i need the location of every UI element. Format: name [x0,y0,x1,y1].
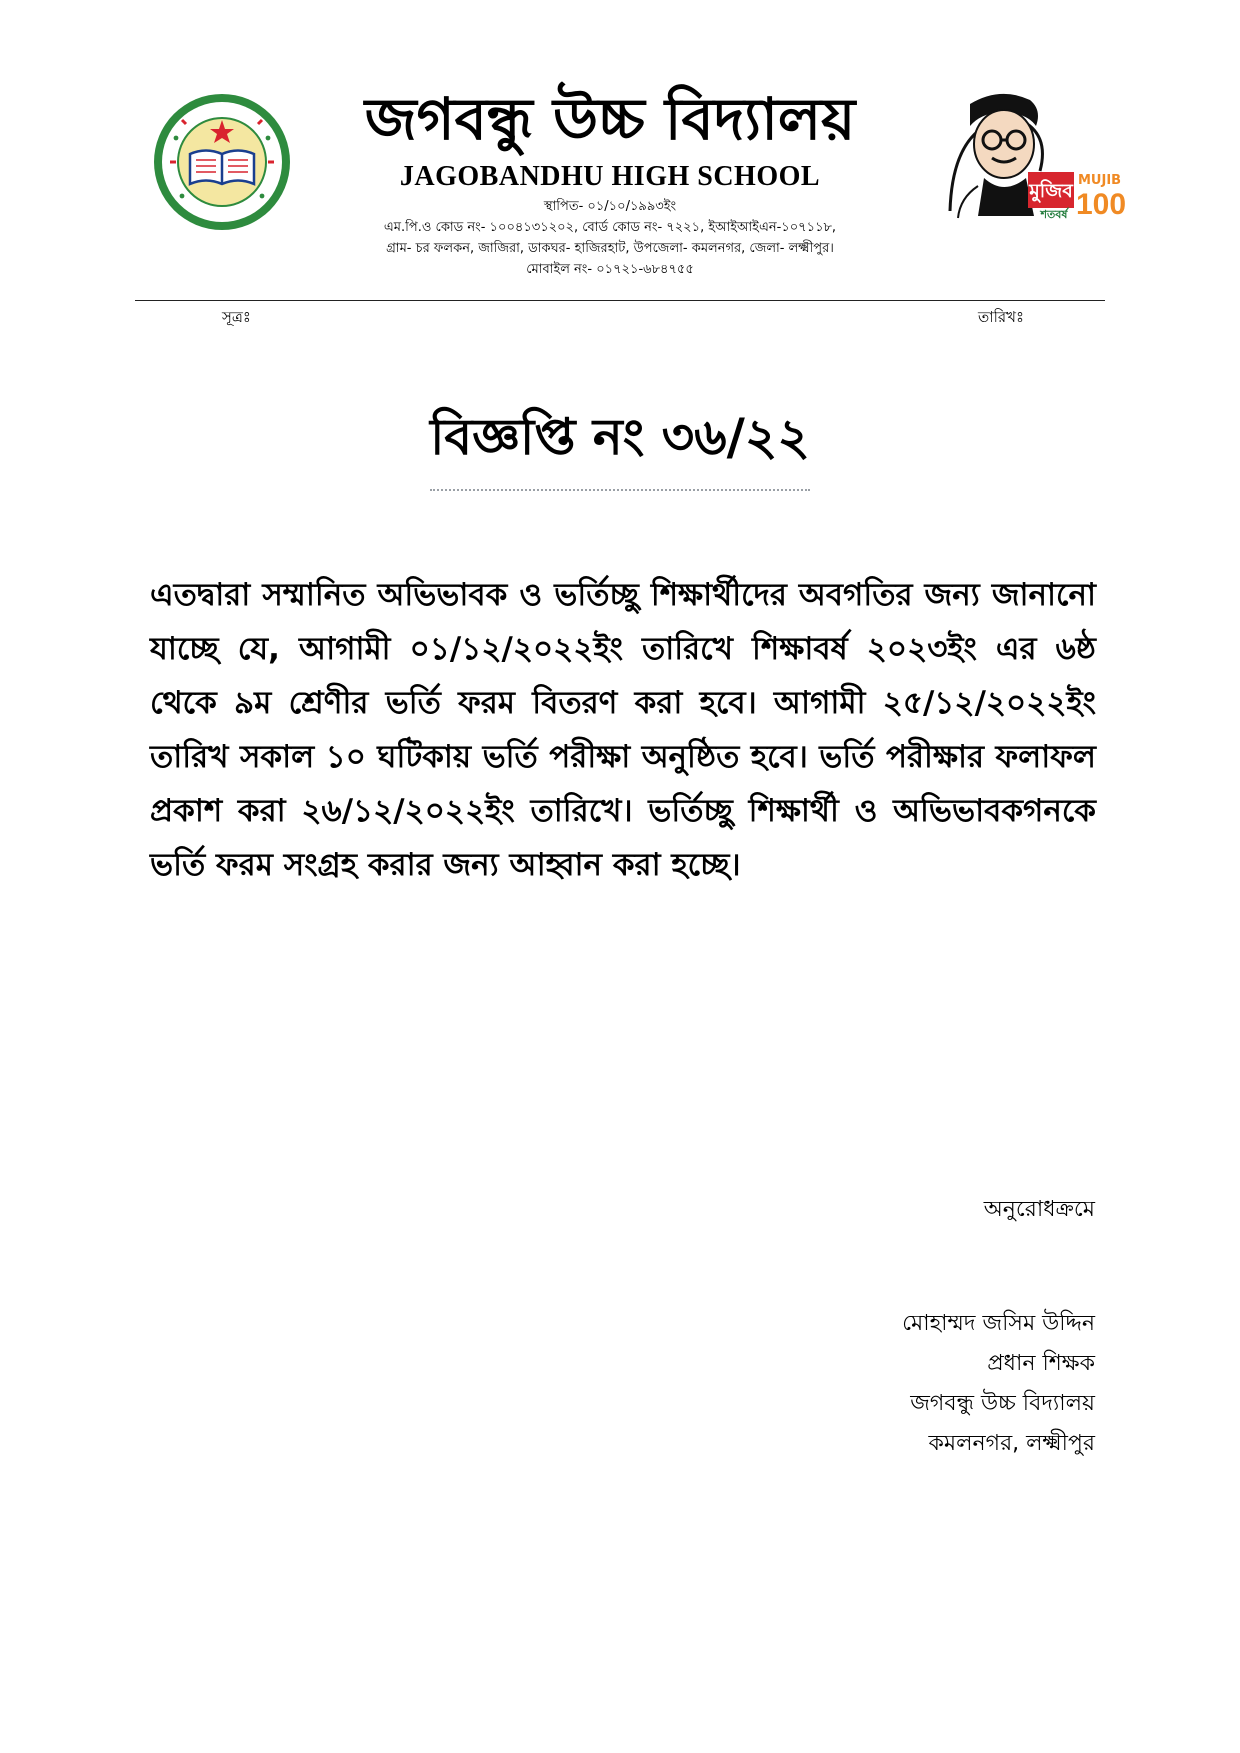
letterhead-text [340,80,880,280]
signatory-name: মোহাম্মদ জসিম উদ্দিন [902,1311,1095,1336]
notice-title [0,400,1240,491]
mujib-badge-bn: মুজিব [1029,180,1073,202]
school-seal-book-icon [152,92,292,232]
address-line: গ্রাম- চর ফলকন, জাজিরা, ডাকঘর- হাজিরহাট, উপজেলা- কমলনগর, জেলা- লক্ষ্মীপুর। [386,241,834,256]
mujib-badge-en: MUJIB [1078,173,1122,188]
date-label: তারিখঃ [978,308,1024,326]
codes-line: এম.পি.ও কোড নং- ১০০৪১৩১২০২, বোর্ড কোড নং- ৭২২১, ইআইআইএন-১০৭১১৮, [383,220,837,235]
mujib-100-portrait-icon [930,86,1140,226]
notice-title-text: বিজ্ঞপ্তি নং ৩৬/২২ [430,400,810,491]
mujib-badge-sub: শতবর্ষ [1040,208,1068,221]
notice-body: এতদ্বারা সম্মানিত অভিভাবক ও ভর্তিচ্ছু শিক্ষার্থীদের অবগতির জন্য জানানো যাচ্ছে যে, আগামী ০১/১২/২০২২ইং তারিখে শিক্ষাবর্ষ ২০২৩ইং এর ৬ষ্ঠ থেকে ৯ম শ্রেণীর ভর্তি ফরম বিতরণ করা হবে। আগামী ২৫/১২/২০২২ইং তারিখ সকাল ১০ ঘটিকায় ভর্তি পরীক্ষা অনুষ্ঠিত হবে। ভর্তি পরীক্ষার ফলাফল প্রকাশ করা ২৬/১২/২০২২ইং তারিখে। ভর্তিচ্ছু শিক্ষার্থী ও অভিভাবকগনকে ভর্তি ফরম সংগ্রহ করার জন্য আহ্বান করা হচ্ছে। [150,577,1096,883]
established-line: স্থাপিত- ০১/১০/১৯৯৩ইং [543,199,677,214]
signatory-institution: জগবন্ধু উচ্চ বিদ্যালয় [910,1391,1095,1416]
school-name-bn: জগবন্ধু উচ্চ বিদ্যালয় [364,85,856,153]
letterhead [0,0,1240,300]
mujib-badge-num: 100 [1076,188,1127,221]
signatory-location: কমলনগর, লক্ষ্মীপুর [928,1431,1095,1456]
mobile-line: মোবাইল নং- ০১৭২১-৬৮৪৭৫৫ [526,262,694,277]
reference-label: সূত্রঃ [222,308,251,326]
header-divider [135,300,1105,301]
signatory-designation: প্রধান শিক্ষক [987,1351,1095,1376]
school-name-en: JAGOBANDHU HIGH SCHOOL [399,161,821,192]
closing-text: অনুরোধক্রমে [983,1197,1095,1222]
signature-block [902,1304,1095,1464]
